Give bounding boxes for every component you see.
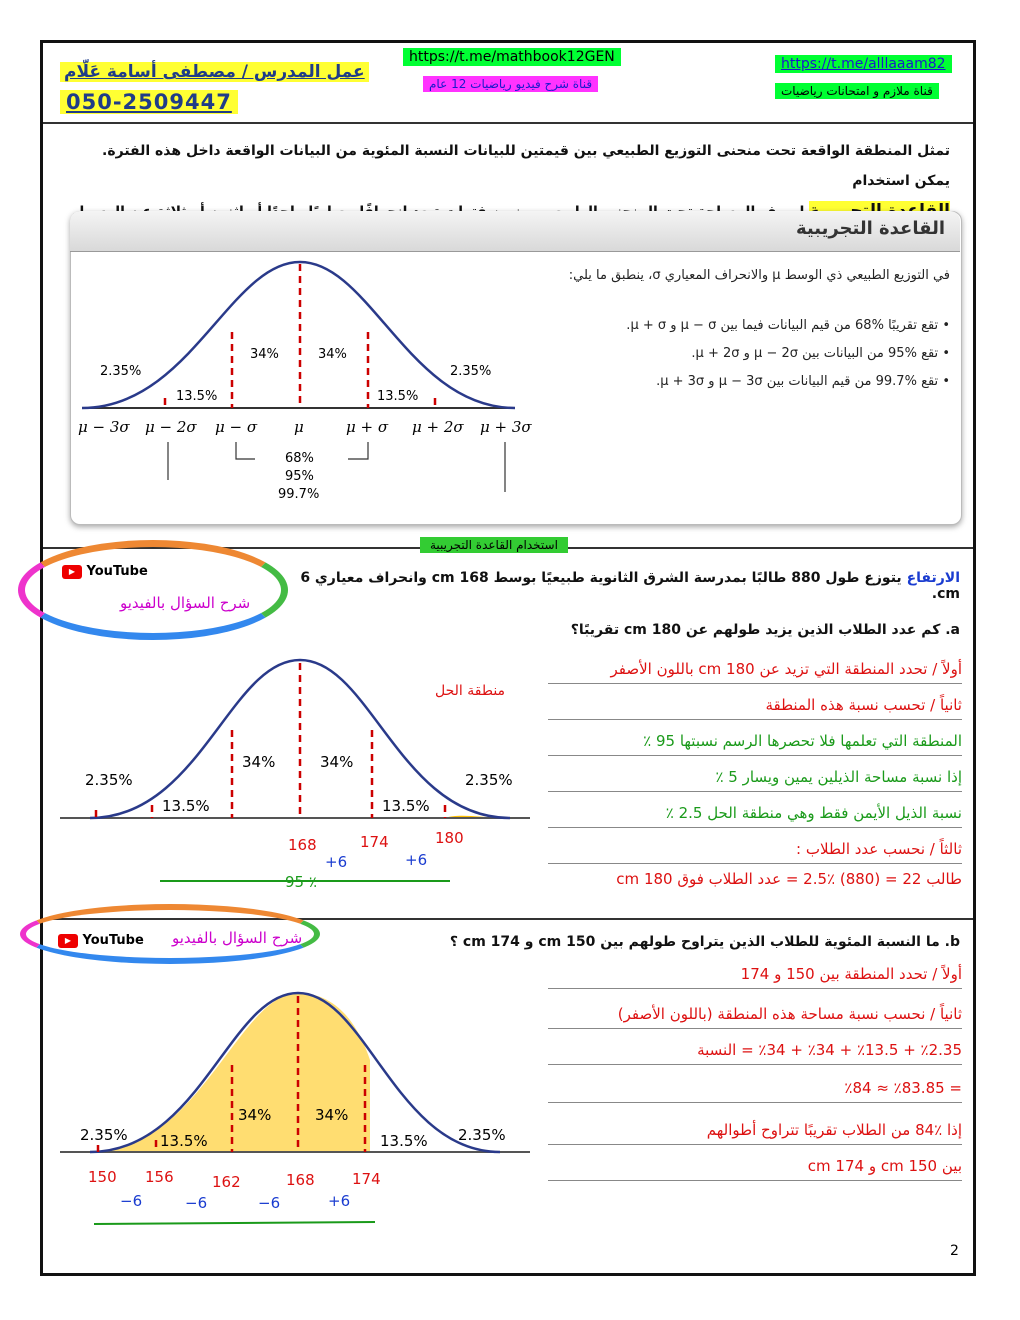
telegram-link-right[interactable]: https://t.me/alllaaam82 <box>775 55 952 73</box>
axis-tick: μ − 3σ <box>78 418 130 436</box>
axis-tick: μ − σ <box>215 418 258 436</box>
axis-tick: μ − 2σ <box>145 418 197 436</box>
range-label: 68% <box>285 451 314 466</box>
svg-text:13.5%: 13.5% <box>382 797 430 815</box>
pct-label: 13.5% <box>377 389 419 404</box>
normal-curve <box>82 262 515 408</box>
svg-text:162: 162 <box>212 1173 241 1191</box>
rule-bullet: • تقع %95 من البيانات بين μ − 2σ و μ + 2σ. <box>520 340 950 368</box>
svg-text:2.35%: 2.35% <box>458 1126 506 1144</box>
svg-text:150: 150 <box>88 1168 117 1186</box>
empirical-rule-diagram <box>70 252 550 520</box>
question-b: b. ما النسبة المئوية للطلاب الذين يتراوح طولهم بين 150 cm و 174 cm ؟ <box>449 934 960 950</box>
svg-text:منطقة الحل: منطقة الحل <box>435 683 506 699</box>
solution-line: المنطقة التي تعلمها فلا تحصرها الرسم نسبتها 95 ٪ <box>548 729 962 756</box>
svg-text:+6: +6 <box>328 1192 351 1210</box>
pct-label: 2.35% <box>450 364 492 379</box>
svg-text:13.5%: 13.5% <box>162 797 210 815</box>
range-label: 95% <box>285 469 314 484</box>
rule-bullet: • تقع تقريبًا %68 من قيم البيانات فيما بين μ − σ و μ + σ. <box>520 312 950 340</box>
solution-line: إذا ٪84 من الطلاب تقريبًا تتراوح أطوالهم <box>548 1118 962 1145</box>
rule-box-title: القاعدة التجريبية <box>795 218 945 239</box>
svg-text:2.35%: 2.35% <box>85 771 133 789</box>
telegram-caption-right: قناة ملازم و امتحانات رياضيات <box>775 83 939 99</box>
problem-statement: الارتفاع يتوزع طول 880 طالبًا بمدرسة الشرق الثانوية طبيعيًا بوسط 168 cm وانحراف معياري 6 cm. <box>300 570 960 602</box>
question-a: a. كم عدد الطلاب الذين يزيد طولهم عن 180 cm تقريبًا؟ <box>570 622 960 638</box>
rule-bullet: • تقع %99.7 من قيم البيانات بين μ − 3σ و μ + 3σ. <box>520 368 950 396</box>
svg-text:34%: 34% <box>315 1106 349 1124</box>
axis-tick: μ + 3σ <box>480 418 532 436</box>
rule-intro: في التوزيع الطبيعي ذي الوسط μ والانحراف المعياري σ، ينطبق ما يلي: <box>568 268 950 283</box>
svg-text:34%: 34% <box>238 1106 272 1124</box>
phone-number: 050-2509447 <box>60 90 238 114</box>
pct-label: 13.5% <box>176 389 218 404</box>
page-number: 2 <box>950 1243 959 1259</box>
author-name: عمل المدرس / مصطفى أسامة عَلّام <box>60 62 369 82</box>
axis-tick: μ <box>294 418 304 436</box>
svg-text:13.5%: 13.5% <box>380 1132 428 1150</box>
play-icon: ▶ <box>62 565 82 579</box>
rule-bullets <box>520 312 950 396</box>
video-badge-frame <box>18 540 288 640</box>
pct-label: 34% <box>250 347 279 362</box>
svg-text:−6: −6 <box>258 1194 281 1212</box>
solution-line: ثانياً / تحسب نسبة هذه المنطقة <box>548 693 962 720</box>
svg-text:95 ٪: 95 ٪ <box>285 873 317 891</box>
svg-text:13.5%: 13.5% <box>160 1132 208 1150</box>
graph-a <box>60 655 540 895</box>
youtube-link[interactable]: ▶ YouTube <box>58 933 144 948</box>
svg-text:174: 174 <box>360 833 389 851</box>
solution-line: ثانياً / نحسب نسبة مساحة هذه المنطقة (باللون الأصفر) <box>548 1002 962 1029</box>
solution-line: أولاً / تحدد المنطقة التي تزيد عن 180 cm باللون الأصفر <box>548 657 962 684</box>
svg-text:−6: −6 <box>120 1192 143 1210</box>
divider <box>43 122 973 124</box>
telegram-caption-center: قناة شرح فيديو رياضيات 12 عام <box>423 76 598 92</box>
svg-text:180: 180 <box>435 829 464 847</box>
section-tag: استخدام القاعدة التجريبية <box>420 537 568 553</box>
solution-line: ثالثاً / نحسب عدد الطلاب : <box>548 837 962 864</box>
example-label: الارتفاع <box>906 570 960 586</box>
play-icon: ▶ <box>58 934 78 948</box>
solution-line: = ٪83.85 ≈ ٪84 <box>548 1076 962 1103</box>
range-label: 99.7% <box>278 487 320 502</box>
axis-tick: μ + σ <box>346 418 389 436</box>
video-caption: شرح السؤال بالفيديو <box>172 929 303 947</box>
svg-text:168: 168 <box>286 1171 315 1189</box>
svg-text:168: 168 <box>288 836 317 854</box>
graph-b <box>60 990 540 1240</box>
svg-text:174: 174 <box>352 1170 381 1188</box>
telegram-link-center[interactable]: https://t.me/mathbook12GEN <box>403 48 621 66</box>
pct-label: 34% <box>318 347 347 362</box>
svg-text:−6: −6 <box>185 1194 208 1212</box>
pct-label: 2.35% <box>100 364 142 379</box>
solution-answer: طالب 22 = (880) ٪2.5 = عدد الطلاب فوق 180 cm <box>616 870 962 888</box>
solution-line: بين 150 cm و 174 cm <box>548 1154 962 1181</box>
svg-text:34%: 34% <box>320 753 354 771</box>
svg-text:+6: +6 <box>405 851 428 869</box>
axis-tick: μ + 2σ <box>412 418 464 436</box>
solution-line: ٪2.35 + ٪13.5 + ٪34 + ٪34 = النسبة <box>548 1038 962 1065</box>
solution-line: إذا نسبة مساحة الذيلين يمين ويسار 5 ٪ <box>548 765 962 792</box>
solution-line: نسبة الذيل الأيمن فقط وهي منطقة الحل 2.5 ٪ <box>548 801 962 828</box>
svg-text:34%: 34% <box>242 753 276 771</box>
svg-text:2.35%: 2.35% <box>465 771 513 789</box>
svg-text:2.35%: 2.35% <box>80 1126 128 1144</box>
svg-text:156: 156 <box>145 1168 174 1186</box>
youtube-link[interactable]: ▶ YouTube <box>62 564 148 579</box>
solution-line: أولاً / تحدد المنطقة بين 150 و 174 <box>548 962 962 989</box>
svg-text:+6: +6 <box>325 853 348 871</box>
video-caption: شرح السؤال بالفيديو <box>120 594 251 612</box>
intro-paragraph: تمثل المنطقة الواقعة تحت منحنى التوزيع الطبيعي بين قيمتين للبيانات النسبة المئوية من البيانات الواقعة داخل هذه الفترة. يمكن استخدام <box>70 136 950 227</box>
